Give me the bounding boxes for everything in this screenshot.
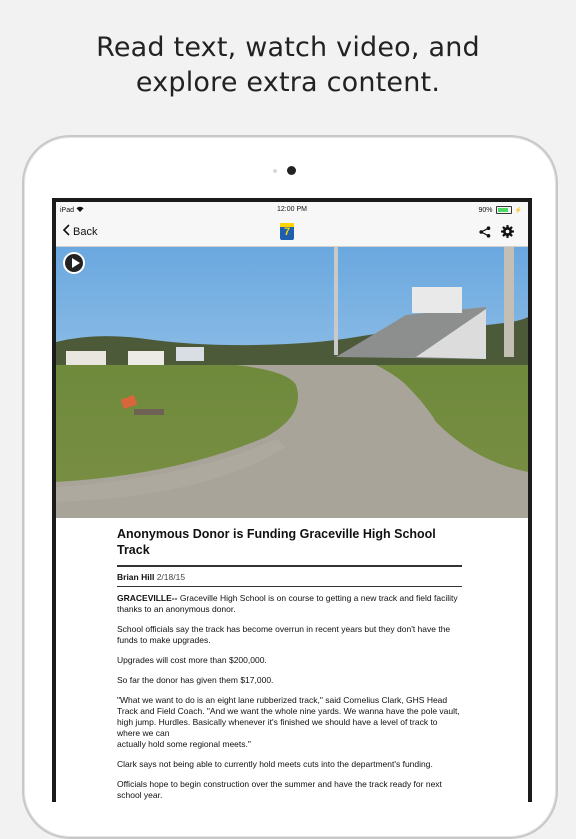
paragraph: School officials say the track has become overrun in recent years but they don't have the funds to make upgrades.: [117, 624, 451, 645]
promo-line-1: Read text, watch video, and: [96, 32, 480, 63]
track-field-photo: [56, 247, 528, 518]
paragraph-quote: [117, 695, 462, 750]
chevron-left-icon: [62, 224, 70, 239]
app-screen: [52, 198, 532, 802]
article-body: [117, 522, 462, 802]
quote-text-end: actually hold some regional meets.": [117, 739, 251, 749]
quote-text: "What we want to do is an eight lane rubberized track," said Cornelius Clark, GHS Head Track and Field Coach. "And we want the whole nine yards. We wanna have the pole vault, high jump. Hurdles. Basically whenever it's finished we should have a level of track to where we can: [117, 695, 460, 738]
play-icon[interactable]: [63, 252, 85, 274]
byline: [117, 572, 462, 582]
front-camera: [287, 166, 296, 175]
paragraph-lead: [117, 593, 462, 615]
logo-number: 7: [283, 226, 291, 238]
promo-headline: [0, 30, 576, 100]
byline-divider: [117, 586, 462, 587]
charging-icon: ⚡: [514, 207, 522, 214]
video-thumbnail[interactable]: [56, 247, 528, 518]
promo-line-2: explore extra content.: [135, 67, 441, 98]
article-title: Anonymous Donor is Funding Graceville High School Track: [117, 527, 436, 557]
battery-fill: [498, 208, 509, 212]
paragraph: Upgrades will cost more than $200,000.: [117, 655, 267, 665]
battery-percent: 90%: [478, 206, 493, 214]
article-date: 2/18/15: [156, 572, 186, 582]
battery-icon: [496, 206, 512, 214]
lead-text: Graceville High School is on course to getting a new track and field facility thanks to an anonymous donor.: [117, 593, 458, 614]
nav-bar: [56, 218, 528, 247]
article-author: Brian Hill: [117, 572, 155, 582]
front-sensor: [273, 169, 277, 173]
back-button[interactable]: [62, 224, 97, 239]
paragraph: Clark says not being able to currently hold meets cuts into the department's funding.: [117, 759, 433, 769]
device-name: iPad: [60, 207, 75, 214]
nav-actions: [479, 225, 514, 243]
status-time: 12:00 PM: [277, 206, 307, 213]
station-logo: [280, 223, 294, 240]
status-bar: [56, 202, 528, 218]
gear-icon[interactable]: [501, 225, 514, 243]
share-icon[interactable]: [479, 225, 491, 243]
title-divider: [117, 565, 462, 567]
paragraph: Officials hope to begin construction over the summer and have the track ready for next school year.: [117, 779, 442, 800]
paragraph: So far the donor has given them $17,000.: [117, 675, 274, 685]
status-right: [479, 206, 523, 214]
back-label: Back: [73, 225, 98, 238]
dateline: GRACEVILLE--: [117, 593, 178, 603]
